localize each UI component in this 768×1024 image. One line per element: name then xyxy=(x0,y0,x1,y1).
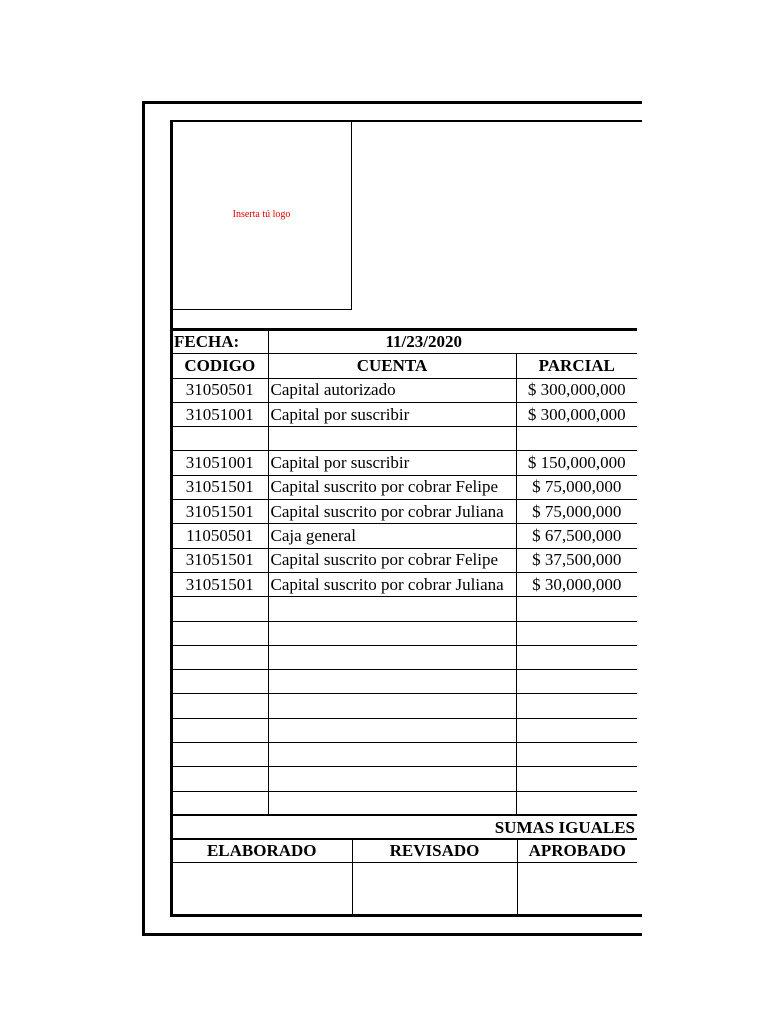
row-codigo: 31051501 xyxy=(172,548,268,572)
ledger-row xyxy=(172,548,637,572)
signature-space-aprobado xyxy=(517,863,637,916)
row-cuenta xyxy=(268,694,516,718)
row-parcial: $ 67,500,000 xyxy=(516,524,637,548)
row-codigo xyxy=(172,621,268,645)
row-codigo: 31051501 xyxy=(172,475,268,499)
ledger-table xyxy=(172,328,637,840)
row-parcial xyxy=(516,694,637,718)
ledger-row xyxy=(172,451,637,475)
row-cuenta: Capital suscrito por cobrar Felipe xyxy=(268,475,516,499)
row-cuenta xyxy=(268,743,516,767)
row-cuenta xyxy=(268,767,516,791)
header-row xyxy=(172,354,637,378)
row-codigo xyxy=(172,427,268,451)
row-parcial xyxy=(516,597,637,621)
row-cuenta xyxy=(268,621,516,645)
row-cuenta: Capital por suscribir xyxy=(268,451,516,475)
row-codigo xyxy=(172,597,268,621)
signature-elaborado: ELABORADO xyxy=(172,839,352,863)
signature-space-revisado xyxy=(352,863,517,916)
row-parcial: $ 300,000,000 xyxy=(516,402,637,426)
ledger-row xyxy=(172,645,637,669)
row-codigo xyxy=(172,694,268,718)
row-codigo xyxy=(172,645,268,669)
ledger-row xyxy=(172,718,637,742)
ledger-row xyxy=(172,427,637,451)
ledger-row xyxy=(172,694,637,718)
row-parcial: $ 30,000,000 xyxy=(516,572,637,596)
sumas-iguales-label: SUMAS IGUALES xyxy=(172,815,637,839)
row-cuenta: Capital por suscribir xyxy=(268,402,516,426)
signature-space-row xyxy=(172,863,637,916)
row-cuenta: Capital autorizado xyxy=(268,378,516,402)
row-parcial: $ 75,000,000 xyxy=(516,475,637,499)
row-cuenta xyxy=(268,597,516,621)
date-row xyxy=(172,330,637,354)
row-codigo: 31051001 xyxy=(172,402,268,426)
sumas-iguales-row xyxy=(172,815,637,839)
row-cuenta: Capital suscrito por cobrar Juliana xyxy=(268,572,516,596)
signature-space-elaborado xyxy=(172,863,352,916)
ledger-row xyxy=(172,767,637,791)
row-cuenta xyxy=(268,718,516,742)
ledger-row xyxy=(172,670,637,694)
fecha-value: 11/23/2020 xyxy=(268,330,637,354)
ledger-row xyxy=(172,402,637,426)
ledger-row xyxy=(172,475,637,499)
row-codigo: 31051001 xyxy=(172,451,268,475)
row-cuenta: Capital suscrito por cobrar Juliana xyxy=(268,500,516,524)
row-codigo xyxy=(172,767,268,791)
row-cuenta xyxy=(268,427,516,451)
row-parcial: $ 75,000,000 xyxy=(516,500,637,524)
row-parcial xyxy=(516,767,637,791)
row-parcial xyxy=(516,670,637,694)
signature-aprobado: APROBADO xyxy=(517,839,637,863)
ledger-row xyxy=(172,597,637,621)
fecha-label: FECHA: xyxy=(172,330,268,354)
row-parcial xyxy=(516,791,637,815)
row-cuenta: Caja general xyxy=(268,524,516,548)
ledger-row xyxy=(172,791,637,815)
logo-placeholder-text: Inserta tú logo xyxy=(232,209,291,220)
row-parcial xyxy=(516,718,637,742)
row-codigo: 31051501 xyxy=(172,572,268,596)
row-codigo xyxy=(172,791,268,815)
row-codigo: 31051501 xyxy=(172,500,268,524)
signature-table xyxy=(172,838,637,916)
header-cuenta: CUENTA xyxy=(268,354,516,378)
row-parcial xyxy=(516,621,637,645)
ledger-row xyxy=(172,572,637,596)
row-parcial: $ 150,000,000 xyxy=(516,451,637,475)
row-codigo xyxy=(172,718,268,742)
row-cuenta xyxy=(268,670,516,694)
ledger-row xyxy=(172,743,637,767)
row-parcial: $ 300,000,000 xyxy=(516,378,637,402)
row-codigo xyxy=(172,670,268,694)
signature-revisado: REVISADO xyxy=(352,839,517,863)
row-parcial: $ 37,500,000 xyxy=(516,548,637,572)
header-codigo: CODIGO xyxy=(172,354,268,378)
row-codigo: 31050501 xyxy=(172,378,268,402)
row-cuenta xyxy=(268,791,516,815)
row-parcial xyxy=(516,645,637,669)
ledger-row xyxy=(172,524,637,548)
row-parcial xyxy=(516,743,637,767)
ledger-row xyxy=(172,378,637,402)
row-cuenta: Capital suscrito por cobrar Felipe xyxy=(268,548,516,572)
row-codigo: 11050501 xyxy=(172,524,268,548)
signature-header-row xyxy=(172,839,637,863)
row-cuenta xyxy=(268,645,516,669)
row-codigo xyxy=(172,743,268,767)
ledger-row xyxy=(172,500,637,524)
header-parcial: PARCIAL xyxy=(516,354,637,378)
logo-placeholder-box xyxy=(172,122,352,310)
ledger-row xyxy=(172,621,637,645)
row-parcial xyxy=(516,427,637,451)
